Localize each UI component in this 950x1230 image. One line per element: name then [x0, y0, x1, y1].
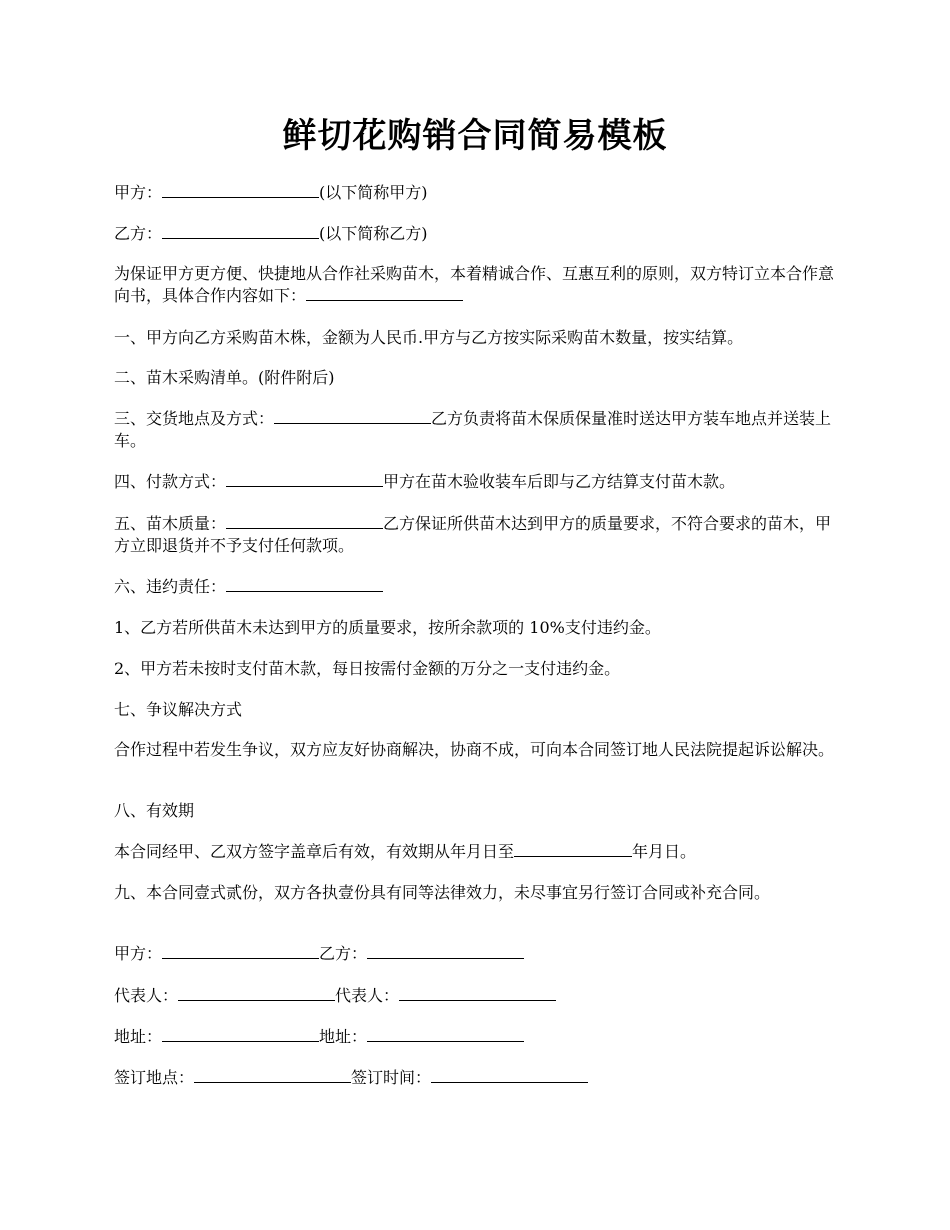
party-a-label: 甲方：: [114, 183, 163, 202]
intro-blank: [306, 285, 463, 301]
clause-6-item-1: 1、乙方若所供苗木未达到甲方的质量要求，按所余款项的 10%支付违约金。: [114, 618, 661, 637]
sign-time-label: 签订时间：: [351, 1068, 432, 1087]
sign-reps-line: [114, 985, 840, 1007]
clause-4-text: 甲方在苗木验收装车后即与乙方结算支付苗木款。: [383, 472, 736, 491]
clause-3: [114, 408, 840, 452]
clause-6-label: 六、违约责任：: [114, 577, 227, 596]
sign-party-b-label: 乙方：: [319, 944, 368, 963]
sign-party-a-label: 甲方：: [114, 944, 163, 963]
clause-1: 一、甲方向乙方采购苗木株，金额为人民币.甲方与乙方按实际采购苗木数量，按实结算。: [114, 328, 744, 347]
sign-place-blank: [194, 1067, 351, 1083]
sign-address-line: [114, 1026, 840, 1048]
party-b-suffix: (以下简称乙方): [319, 224, 428, 243]
document-title: 鲜切花购销合同简易模板: [282, 116, 668, 156]
sign-rep-b-label: 代表人：: [335, 986, 400, 1005]
clause-8-text: [114, 841, 840, 863]
party-b-label: 乙方：: [114, 224, 163, 243]
party-a-suffix: (以下简称甲方): [319, 183, 428, 202]
party-b-blank: [162, 223, 319, 239]
sign-time-blank: [431, 1067, 588, 1083]
clause-2: 二、苗木采购清单。(附件附后): [114, 368, 335, 387]
clause-8-before: 本合同经甲、乙双方签字盖章后有效，有效期从年月日至: [114, 842, 515, 861]
sign-rep-a-label: 代表人：: [114, 986, 179, 1005]
clause-5-label: 五、苗木质量：: [114, 514, 227, 533]
clause-8-blank: [514, 841, 632, 857]
clause-4-blank: [226, 471, 383, 487]
clause-6: [114, 576, 840, 598]
clause-4: [114, 471, 840, 493]
sign-place-label: 签订地点：: [114, 1068, 195, 1087]
sign-rep-b-blank: [399, 985, 556, 1001]
party-a-line: [114, 182, 840, 204]
clause-6-blank: [226, 576, 383, 592]
sign-addr-a-label: 地址：: [114, 1027, 163, 1046]
clause-7-heading: 七、争议解决方式: [114, 700, 243, 719]
clause-3-blank: [274, 408, 431, 424]
sign-addr-b-label: 地址：: [319, 1027, 368, 1046]
party-a-blank: [162, 182, 319, 198]
clause-8-heading: 八、有效期: [114, 801, 195, 820]
clause-3-text: 乙方负责将苗木保质保量准时送达甲方装车地点并送装上车。: [114, 409, 832, 450]
sign-addr-b-blank: [367, 1026, 524, 1042]
sign-rep-a-blank: [178, 985, 335, 1001]
party-b-line: [114, 223, 840, 245]
intro-paragraph: [114, 263, 840, 307]
clause-4-label: 四、付款方式：: [114, 472, 227, 491]
clause-8-after: 年月日。: [632, 842, 697, 861]
clause-3-label: 三、交货地点及方式：: [114, 409, 275, 428]
clause-7-text: 合作过程中若发生争议，双方应友好协商解决，协商不成，可向本合同签订地人民法院提起诉讼解决。: [114, 740, 835, 759]
clause-5-text: 乙方保证所供苗木达到甲方的质量要求，不符合要求的苗木，甲方立即退货并不予支付任何款项。: [114, 514, 832, 555]
sign-addr-a-blank: [162, 1026, 319, 1042]
sign-parties-line: [114, 943, 840, 965]
sign-place-time-line: [114, 1067, 840, 1089]
clause-9: 九、本合同壹式贰份，双方各执壹份具有同等法律效力，未尽事宜另行签订合同或补充合同。: [114, 883, 771, 902]
sign-party-a-blank: [162, 943, 319, 959]
intro-text: 为保证甲方更方便、快捷地从合作社采购苗木，本着精诚合作、互惠互利的原则，双方特订立本合作意向书，具体合作内容如下：: [114, 264, 835, 305]
clause-5: [114, 513, 840, 557]
clause-5-blank: [226, 513, 383, 529]
clause-6-item-2: 2、甲方若未按时支付苗木款，每日按需付金额的万分之一支付违约金。: [114, 659, 621, 678]
sign-party-b-blank: [367, 943, 524, 959]
